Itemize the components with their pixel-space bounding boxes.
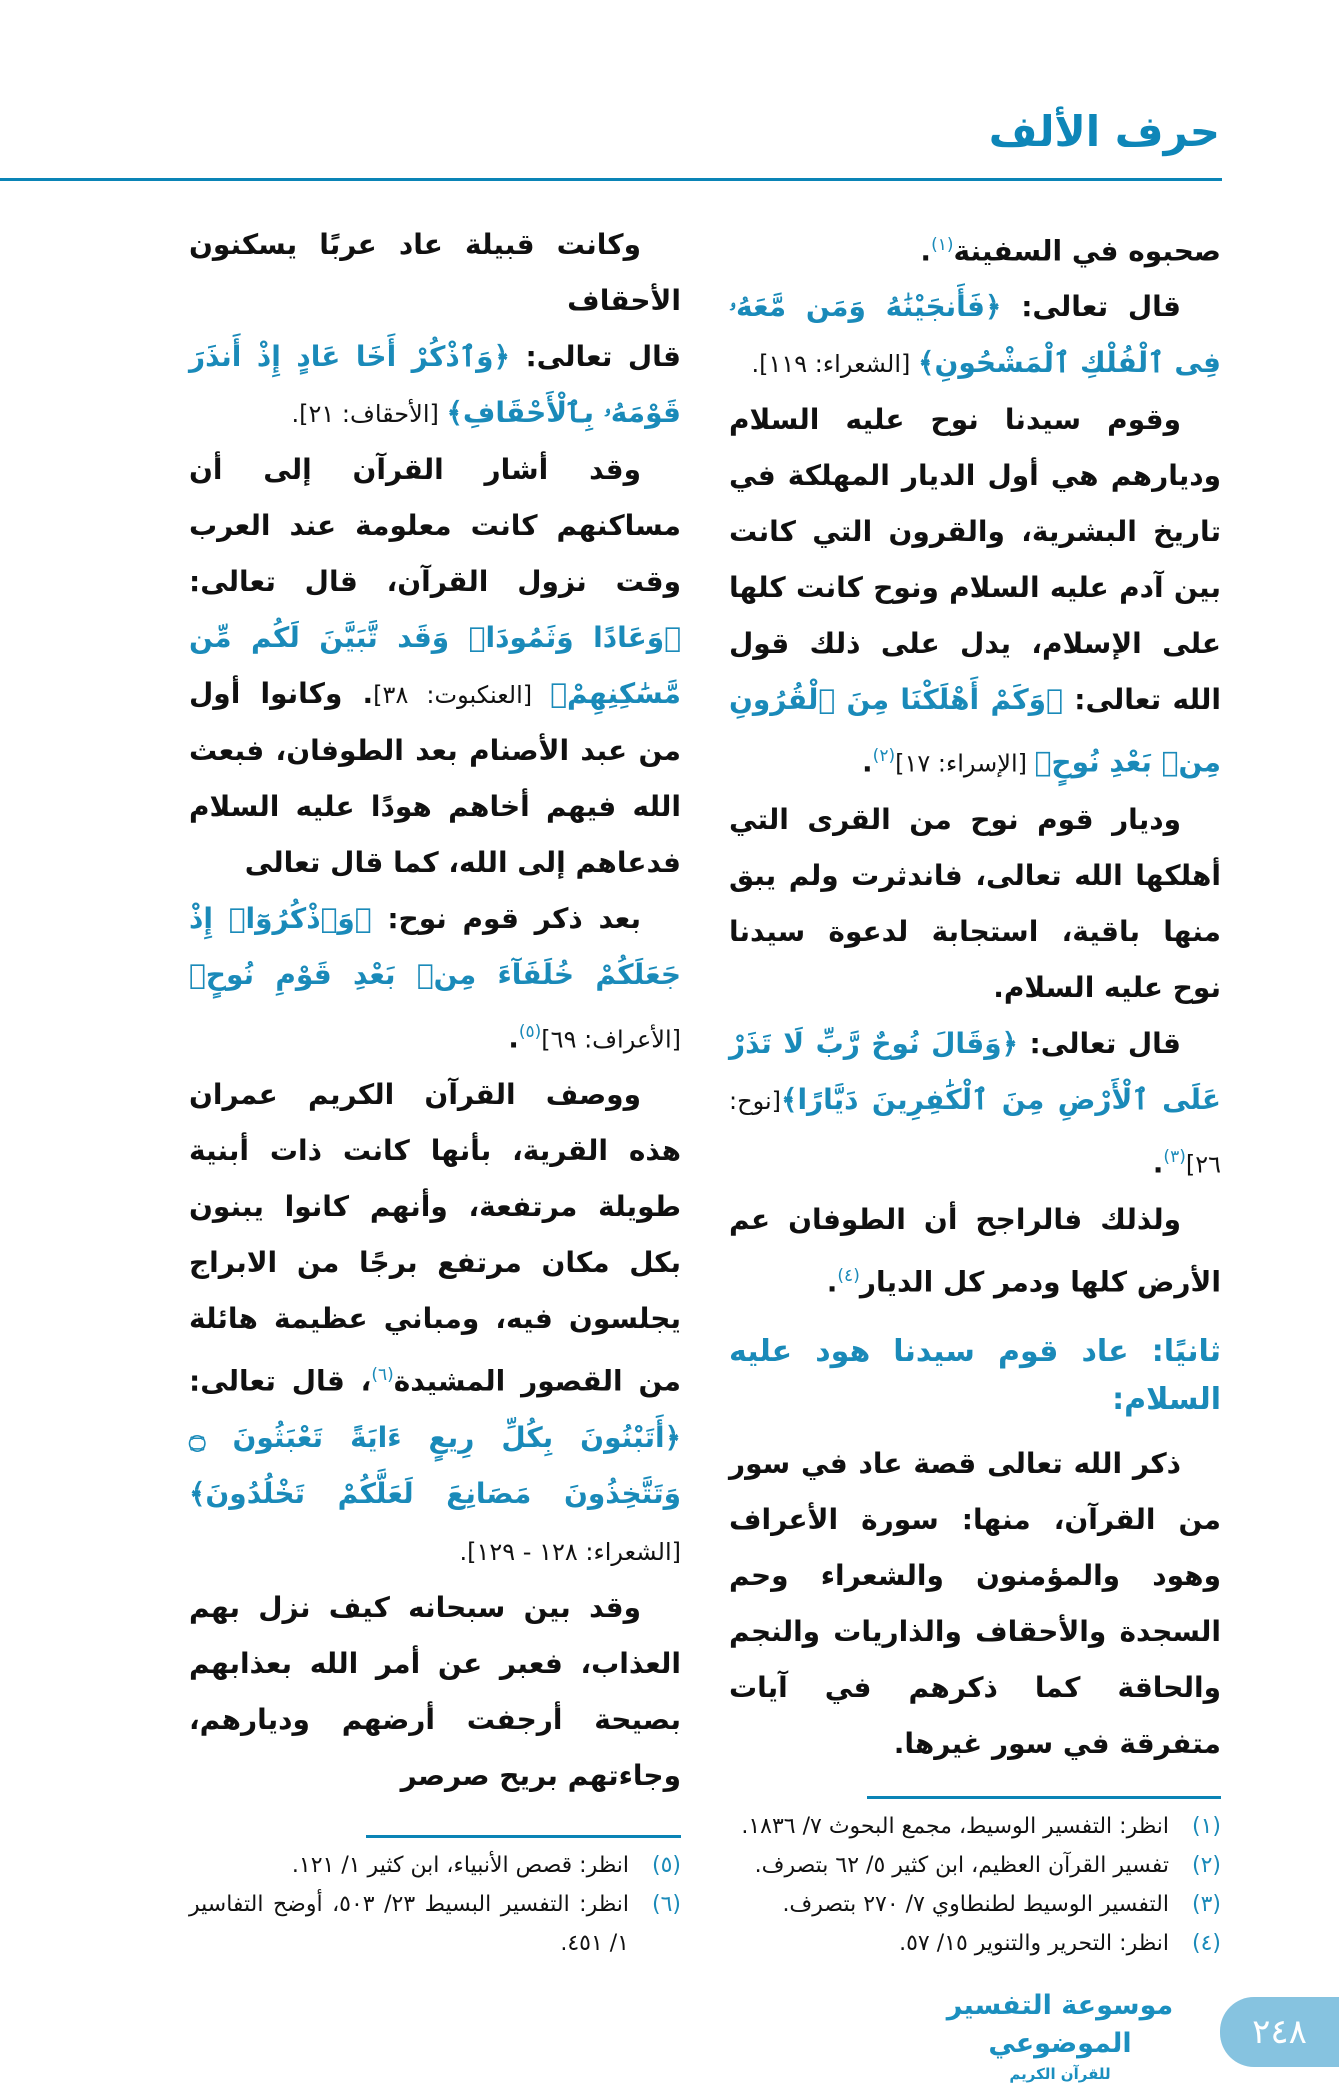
footnote-marker[interactable]: (٦) xyxy=(371,1365,394,1386)
footnote xyxy=(729,1807,1221,1846)
right-column xyxy=(729,217,1221,1963)
footnote-number: (٥) xyxy=(651,1853,681,1879)
verse-reference: [الإسراء: ١٧] xyxy=(895,749,1035,778)
quran-verse: ﴿وَٱذْكُرْ أَخَا عَادٍ إِذْ أَنذَرَ قَوْمَهُۥ بِٱلْأَحْقَافِ﴾ xyxy=(189,340,681,429)
body-text: ولذلك فالراجح أن الطوفان عم الأرض كلها ودمر كل الديار xyxy=(729,1202,1221,1299)
logo-line1: موسوعة التفسير الموضوعي xyxy=(946,1990,1174,2060)
right-paragraphs xyxy=(729,217,1221,1310)
footnote-text: التفسير الوسيط لطنطاوي ٧/ ٢٧٠ بتصرف. xyxy=(782,1892,1169,1918)
footnote-text: تفسير القرآن العظيم، ابن كثير ٥/ ٦٢ بتصرف. xyxy=(754,1853,1169,1879)
body-text: . xyxy=(1152,1145,1164,1179)
page-number: ٢٤٨ xyxy=(1220,1997,1339,2067)
verse-reference: [الأعراف: ٦٩] xyxy=(541,1025,681,1054)
footnote xyxy=(729,1846,1221,1885)
footnote-marker[interactable]: (٣) xyxy=(1163,1146,1186,1167)
columns xyxy=(0,217,1339,1963)
paragraph xyxy=(189,217,681,329)
paragraph xyxy=(189,1067,681,1579)
verse-reference: [الشعراء: ١١٩]. xyxy=(751,350,919,379)
paragraph xyxy=(189,329,681,442)
body-text: قال تعالى: xyxy=(509,340,682,373)
body-text: . xyxy=(920,234,932,268)
body-text: وقد بين سبحانه كيف نزل بهم العذاب، فعبر عن أمر الله بعذابهم بصيحة أرجفت أرضهم وديارهم، وجاءتهم بريح صرصر xyxy=(189,1590,681,1792)
body-text: وكانت قبيلة عاد عربًا يسكنون الأحقاف xyxy=(189,228,681,317)
paragraph xyxy=(729,1192,1221,1310)
paragraph xyxy=(729,392,1221,791)
paragraph xyxy=(729,279,1221,392)
paragraph xyxy=(189,891,681,1067)
footnote-number: (١) xyxy=(1191,1814,1221,1840)
quran-verse: ﴿وَكَمْ أَهْلَكْنَا مِنَ ٱلْقُرُونِ مِنۢ بَعْدِ نُوحٍ﴾ xyxy=(729,683,1221,779)
verse-reference: [الشعراء: ١٢٨ - ١٢٩]. xyxy=(459,1537,681,1566)
left-body xyxy=(189,217,681,1811)
footnote-text: انظر: التفسير الوسيط، مجمع البحوث ٧/ ١٨٣٦. xyxy=(741,1814,1169,1840)
body-text: ذكر الله تعالى قصة عاد في سور من القرآن، منها: سورة الأعراف وهود والمؤمنون والشعراء وحم السجدة والأحقاف والذاريات والنجم والحاقة كما ذكرهم في آيات متفرقة في سور غيرها. xyxy=(729,1447,1221,1761)
body-text: ، قال تعالى: xyxy=(189,1364,372,1398)
footnote-marker[interactable]: (٢) xyxy=(872,746,896,767)
footnote-number: (٦) xyxy=(651,1892,681,1918)
body-text: . xyxy=(826,1265,838,1299)
footnote-number: (٤) xyxy=(1191,1931,1221,1957)
encyclopedia-logo xyxy=(920,1987,1200,2085)
logo-line2: للقرآن الكريم xyxy=(1009,2065,1111,2084)
body-text: قال تعالى: xyxy=(1001,290,1182,324)
footnotes-right xyxy=(729,1807,1221,1963)
right-paragraphs-2 xyxy=(729,1436,1221,1772)
right-body xyxy=(729,217,1221,1772)
footnote xyxy=(189,1885,681,1963)
paragraph xyxy=(729,1436,1221,1772)
footnotes-left xyxy=(189,1846,681,1963)
section-heading: ثانيًا: عاد قوم سيدنا هود عليه السلام: xyxy=(729,1334,1221,1418)
quran-verse: ﴿وَعَادًا وَثَمُودَا۟ وَقَد تَّبَيَّنَ لَكُم مِّن مَّسَٰكِنِهِمْ﴾ xyxy=(189,621,681,710)
footnote-marker[interactable]: (٤) xyxy=(837,1265,860,1286)
quran-verse: ﴿وَقَالَ نُوحٌ رَّبِّ لَا تَذَرْ عَلَى ٱلْأَرْضِ مِنَ ٱلْكَٰفِرِينَ دَيَّارًا﴾ xyxy=(729,1026,1221,1116)
footnote-divider-left xyxy=(366,1835,681,1838)
body-text: . xyxy=(508,1021,519,1055)
footnote-marker[interactable]: (٥) xyxy=(518,1022,542,1042)
chapter-title: حرف الألف xyxy=(988,107,1220,156)
footnote-text: انظر: قصص الأنبياء، ابن كثير ١/ ١٢١. xyxy=(291,1853,629,1879)
verse-reference: [نوح: ٢٦] xyxy=(729,1086,1221,1178)
quran-verse: ﴿فَأَنجَيْنَٰهُ وَمَن مَّعَهُۥ فِى ٱلْفُلْكِ ٱلْمَشْحُونِ﴾ xyxy=(729,290,1221,380)
footnote-divider-right xyxy=(867,1796,1221,1799)
body-text: وقد أشار القرآن إلى أن مساكنهم كانت معلومة عند العرب وقت نزول القرآن، قال تعالى: xyxy=(189,453,681,598)
body-text: وقوم سيدنا نوح عليه السلام وديارهم هي أول الديار المهلكة في تاريخ البشرية، والقرون التي كانت بين آدم عليه السلام ونوح كانت كلها على الإسلام، يدل على ذلك قول الله تعالى: xyxy=(729,403,1222,717)
quran-verse: ﴿وَٱذْكُرُوٓا۟ إِذْ جَعَلَكُمْ خُلَفَآءَ مِنۢ بَعْدِ قَوْمِ نُوحٍ﴾ xyxy=(189,902,681,991)
body-text: ووصف القرآن الكريم عمران هذه القرية، بأنها كانت ذات أبنية طويلة مرتفعة، وأنهم كانوا يبنون بكل مكان مرتفع برجًا من الابراج يجلسون فيه، ومباني عظيمة هائلة من القصور المشيدة xyxy=(189,1078,681,1398)
paragraph xyxy=(729,217,1221,279)
body-text: صحبوه في السفينة xyxy=(953,234,1221,268)
footnote-number: (٢) xyxy=(1191,1853,1221,1879)
body-text: . وكانوا أول من عبد الأصنام بعد الطوفان، فبعث الله فيهم أخاهم هودًا عليه السلام فدعاهم إلى الله، كما قال تعالى xyxy=(189,677,681,879)
paragraph xyxy=(189,1580,681,1804)
verse-reference: [الأحقاف: ٢١]. xyxy=(291,400,447,428)
footnote xyxy=(729,1885,1221,1924)
footnote-marker[interactable]: (١) xyxy=(931,235,954,255)
body-text: قال تعالى: xyxy=(1018,1026,1181,1060)
paragraph xyxy=(729,792,1221,1016)
verse-reference: [العنكبوت: ٣٨] xyxy=(373,681,551,709)
page-footer xyxy=(0,1987,1339,2097)
body-text: بعد ذكر قوم نوح: xyxy=(371,902,641,935)
footnote-number: (٣) xyxy=(1191,1892,1221,1918)
header-divider xyxy=(0,178,1222,181)
footnote-text: انظر: التفسير البسيط ٢٣/ ٥٠٣، أوضح التفاسير ١/ ٤٥١. xyxy=(189,1892,630,1957)
left-column xyxy=(189,217,681,1963)
paragraph xyxy=(729,1016,1221,1192)
body-text: . xyxy=(862,745,873,779)
quran-verse: ﴿أَتَبْنُونَ بِكُلِّ رِيعٍ ءَايَةً تَعْبَثُونَ ۝ وَتَتَّخِذُونَ مَصَانِعَ لَعَلَّكُمْ تَخْلُدُونَ﴾ xyxy=(189,1420,681,1510)
footnote xyxy=(189,1846,681,1885)
body-text: وديار قوم نوح من القرى التي أهلكها الله تعالى، فاندثرت ولم يبق منها باقية، استجابة لدعوة سيدنا نوح عليه السلام. xyxy=(729,802,1221,1004)
footnote-text: انظر: التحرير والتنوير ١٥/ ٥٧. xyxy=(899,1931,1169,1957)
footnote xyxy=(729,1924,1221,1963)
left-paragraphs xyxy=(189,217,681,1804)
paragraph xyxy=(189,442,681,891)
